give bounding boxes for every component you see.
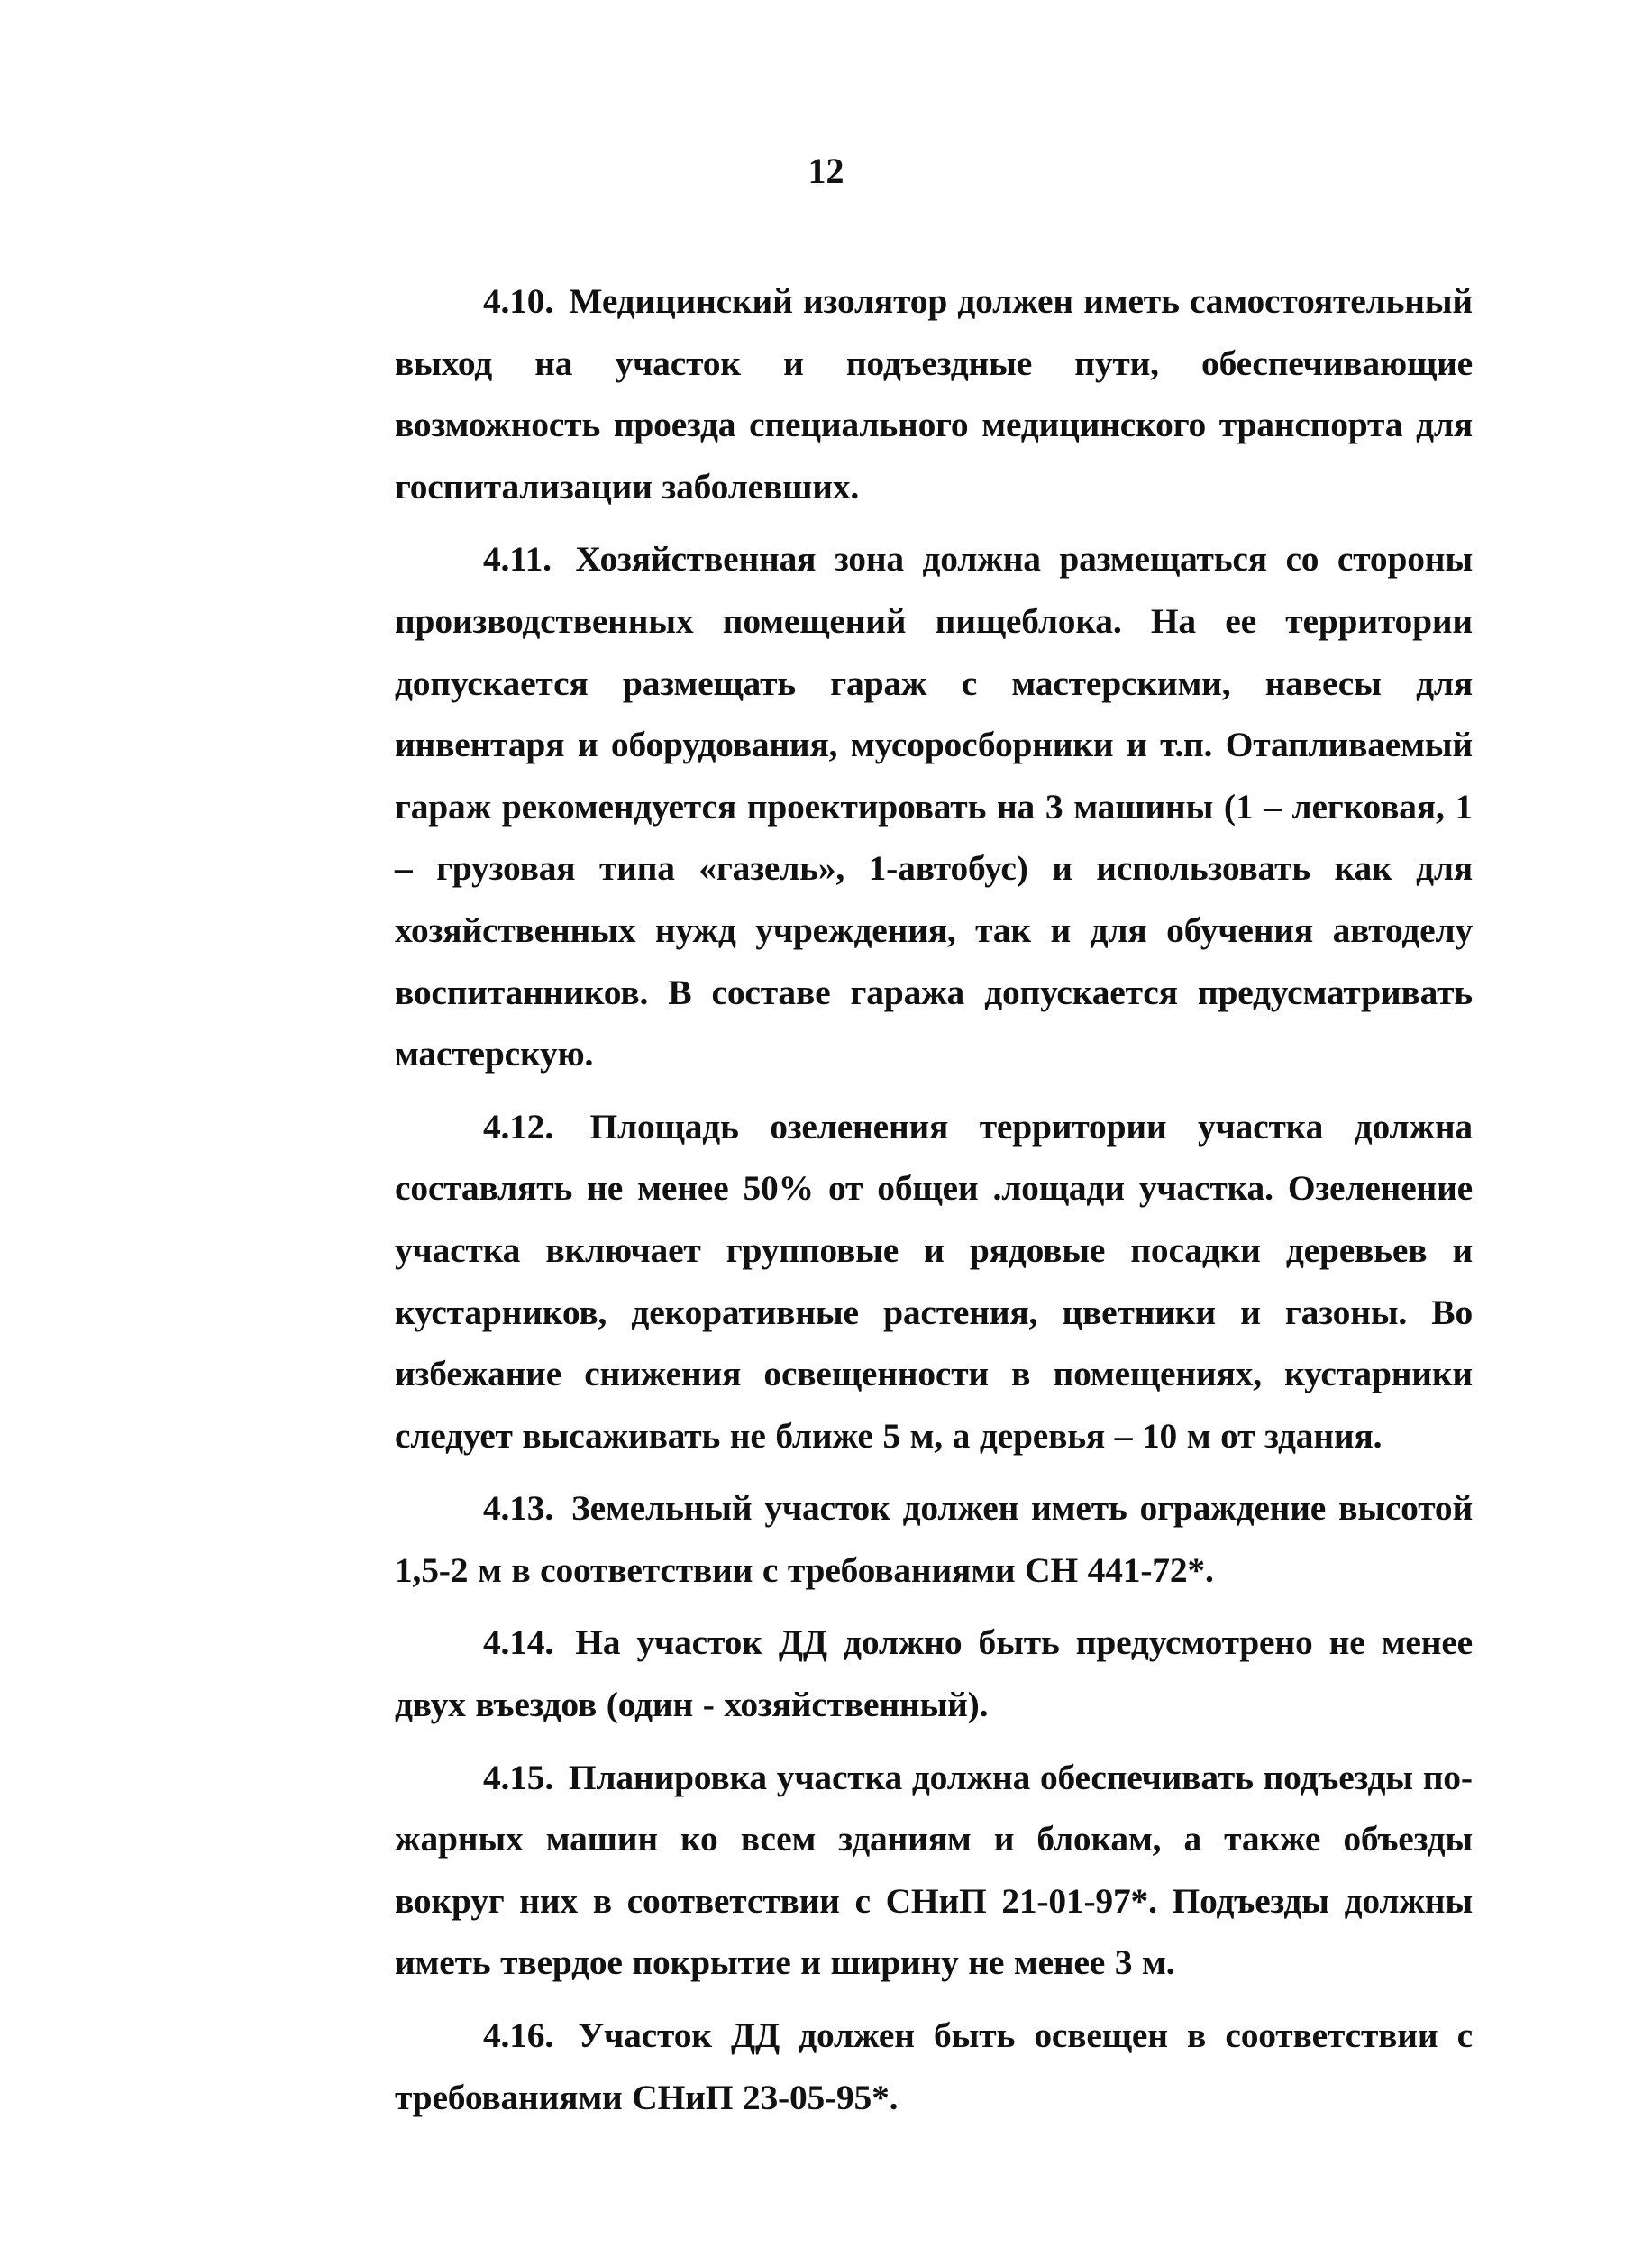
paragraph-text: Планировка участка должна обеспечивать подъезды пожарных машин ко всем зданиям и блокам, а также объезды вокруг них в соответствии с СНиП 21-01-97*. Подъезды должны иметь твердое покрытие и ширину не менее 3 м. — [395, 1757, 1473, 1983]
paragraph-number: 4.16. — [483, 2015, 554, 2056]
paragraph-number: 4.14. — [483, 1622, 554, 1663]
paragraph-text: Медицинский изолятор должен иметь самостоятельный выход на участок и подъездные пути, обеспечивающие возможность проезда специального медицинского транспорта для госпитализации заболевших. — [395, 281, 1473, 507]
paragraph-text: Участок ДД должен быть освещен в соответствии с требованиями СНиП 23-05-95*. — [395, 2015, 1473, 2117]
paragraph-text: Площадь озеленения территории участка должна составлять не менее 50% от общеи .лощади участка. Озеленение участка включает групповые и рядовые посадки деревьев и кустарников, декоративные растения, цветники и газоны. Во избежание снижения освещенности в помещениях, кустарники следует высаживать не ближе 5 м, а деревья – 10 м от здания. — [395, 1106, 1473, 1456]
paragraph-number: 4.10. — [483, 281, 554, 321]
paragraph-4-15 — [395, 1747, 1473, 1994]
paragraph-4-16 — [395, 2005, 1473, 2128]
paragraph-4-13 — [395, 1477, 1473, 1601]
paragraph-number: 4.11. — [483, 539, 552, 580]
paragraph-4-14 — [395, 1612, 1473, 1735]
paragraph-4-12 — [395, 1096, 1473, 1467]
document-body — [395, 270, 1473, 2139]
paragraph-4-11 — [395, 528, 1473, 1084]
paragraph-number: 4.12. — [483, 1106, 554, 1147]
paragraph-number: 4.15. — [483, 1757, 554, 1797]
paragraph-number: 4.13. — [483, 1488, 554, 1529]
paragraph-4-10 — [395, 270, 1473, 517]
paragraph-text: Хозяйственная зона должна размещаться со стороны производственных помещений пищеблока. На ее территории допускается размещать гараж с мастерскими, навесы для инвентаря и оборудования, мусоросборники и т.п. Отапливаемый гараж рекомендуется проектировать на 3 машины (1 – легковая, 1 – грузовая типа «газель», 1-автобус) и использовать как для хозяйственных нужд учреждения, так и для обучения автоделу воспитанников. В составе гаража допускается предусматривать мастерскую. — [395, 539, 1473, 1074]
paragraph-text: Земельный участок должен иметь ограждение высотой 1,5-2 м в соответствии с требованиями СН 441-72*. — [395, 1488, 1473, 1590]
page-number: 12 — [808, 151, 844, 191]
paragraph-text: На участок ДД должно быть предусмотрено не менее двух въездов (один - хозяйственный). — [395, 1622, 1473, 1725]
